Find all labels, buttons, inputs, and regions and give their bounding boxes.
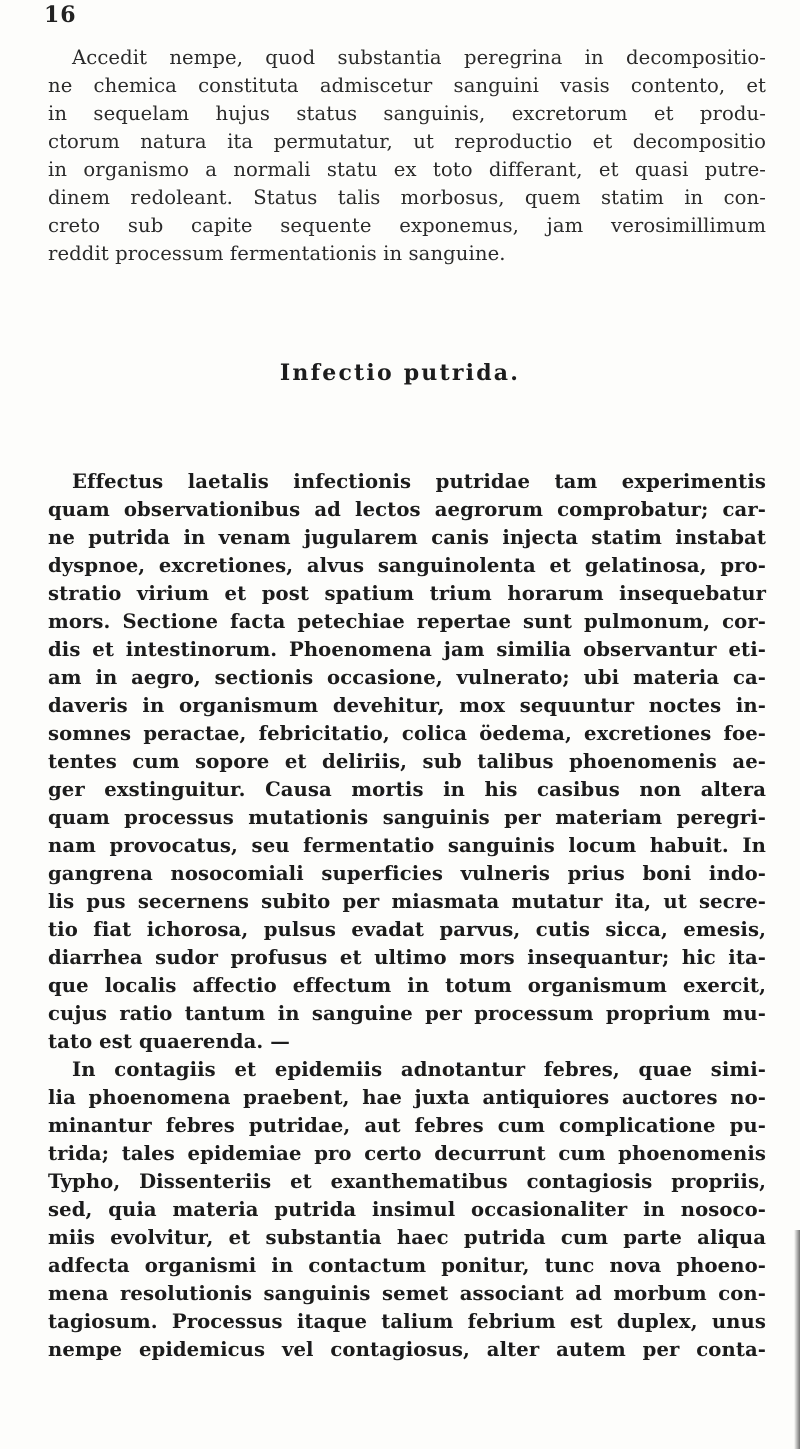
text-line: tentes cum sopore et deliriis, sub talibus phoenomenis ae-: [48, 750, 766, 773]
text-line: in organismo a normali statu ex toto differant, et quasi putre-: [48, 158, 766, 181]
text-line: lis pus secernens subito per miasmata mutatur ita, ut secre-: [48, 890, 766, 913]
text-line: am in aegro, sectionis occasione, vulnerato; ubi materia ca-: [48, 666, 766, 689]
text-line: quam observationibus ad lectos aegrorum comprobatur; car-: [48, 498, 766, 521]
text-line: reddit processum fermentationis in sanguine.: [48, 242, 506, 265]
text-line: gangrena nosocomiali superficies vulneris prius boni indo-: [48, 862, 766, 885]
text-line: Typho, Dissenteriis et exanthematibus contagiosis propriis,: [48, 1170, 766, 1193]
text-line: Accedit nempe, quod substantia peregrina in decompositio-: [72, 46, 766, 69]
text-line: ger exstinguitur. Causa mortis in his casibus non altera: [48, 778, 766, 801]
text-line: stratio virium et post spatium trium horarum insequebatur: [48, 582, 766, 605]
text-line: miis evolvitur, et substantia haec putrida cum parte aliqua: [48, 1226, 766, 1249]
text-line: ne chemica constituta admiscetur sanguini vasis contento, et: [48, 74, 766, 97]
page-edge-shadow: [794, 1230, 800, 1449]
text-line: tato est quaerenda. —: [48, 1030, 290, 1053]
text-line: dinem redoleant. Status talis morbosus, quem statim in con-: [48, 186, 766, 209]
text-line: dyspnoe, excretiones, alvus sanguinolenta et gelatinosa, pro-: [48, 554, 766, 577]
text-line: somnes peractae, febricitatio, colica öedema, excretiones foe-: [48, 722, 766, 745]
text-line: daveris in organismum devehitur, mox sequuntur noctes in-: [48, 694, 766, 717]
text-line: dis et intestinorum. Phoenomena jam similia observantur eti-: [48, 638, 766, 661]
text-line: quam processus mutationis sanguinis per materiam peregri-: [48, 806, 766, 829]
text-line: cujus ratio tantum in sanguine per processum proprium mu-: [48, 1002, 766, 1025]
text-line: creto sub capite sequente exponemus, jam verosimillimum: [48, 214, 766, 237]
text-line: tagiosum. Processus itaque talium febrium est duplex, unus: [48, 1310, 766, 1333]
page-number: 16: [44, 2, 77, 28]
text-line: minantur febres putridae, aut febres cum complicatione pu-: [48, 1114, 766, 1137]
text-line: mors. Sectione facta petechiae repertae sunt pulmonum, cor-: [48, 610, 766, 633]
text-line: diarrhea sudor profusus et ultimo mors insequantur; hic ita-: [48, 946, 766, 969]
section-heading: Infectio putrida.: [279, 360, 521, 386]
text-line: adfecta organismi in contactum ponitur, tunc nova phoeno-: [48, 1254, 766, 1277]
paragraph-intro: [48, 44, 766, 268]
text-line: ctorum natura ita permutatur, ut reproductio et decompositio: [48, 130, 766, 153]
text-line: tio fiat ichorosa, pulsus evadat parvus, cutis sicca, emesis,: [48, 918, 766, 941]
text-line: ne putrida in venam jugularem canis injecta statim instabat: [48, 526, 766, 549]
text-line: lia phoenomena praebent, hae juxta antiquiores auctores no-: [48, 1086, 766, 1109]
text-line: que localis affectio effectum in totum organismum exercit,: [48, 974, 766, 997]
text-line: sed, quia materia putrida insimul occasionaliter in nosoco-: [48, 1198, 766, 1221]
paragraph-body: [48, 468, 766, 1364]
text-line: trida; tales epidemiae pro certo decurrunt cum phoenomenis: [48, 1142, 766, 1165]
text-line: In contagiis et epidemiis adnotantur febres, quae simi-: [72, 1058, 766, 1081]
text-line: nempe epidemicus vel contagiosus, alter autem per conta-: [48, 1338, 766, 1361]
text-line: in sequelam hujus status sanguinis, excretorum et produ-: [48, 102, 766, 125]
text-line: Effectus laetalis infectionis putridae tam experimentis: [72, 470, 766, 493]
text-line: mena resolutionis sanguinis semet associant ad morbum con-: [48, 1282, 766, 1305]
text-line: nam provocatus, seu fermentatio sanguinis locum habuit. In: [48, 834, 766, 857]
